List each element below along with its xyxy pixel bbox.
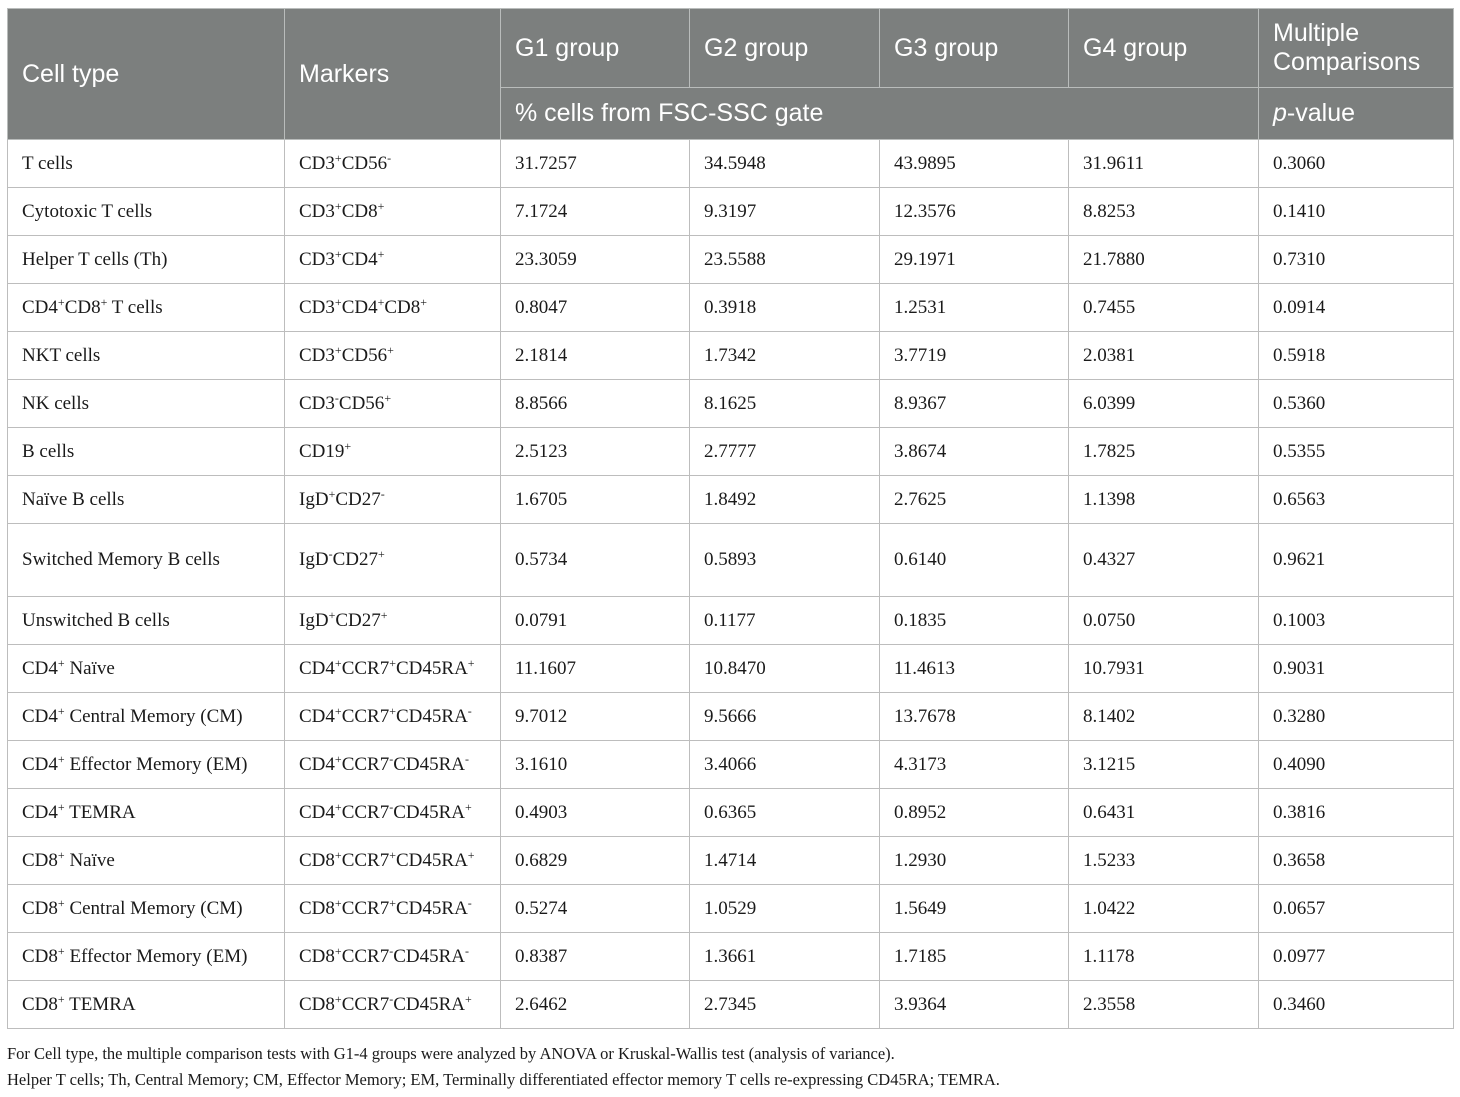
text-fragment: CCR7	[341, 993, 390, 1015]
superscript: +	[389, 847, 396, 862]
text-fragment: CD8	[299, 945, 335, 967]
table-row	[8, 284, 1454, 332]
table-row	[8, 476, 1454, 524]
text-fragment: T cells	[107, 296, 163, 318]
header-g1: G1 group	[501, 9, 690, 88]
text-fragment: CD45RA	[396, 849, 468, 871]
superscript: +	[420, 294, 428, 309]
value-g2: 2.7345	[690, 981, 880, 1029]
p-value: 0.6563	[1259, 476, 1454, 524]
cell-type	[8, 284, 285, 332]
value-g1: 0.0791	[501, 597, 690, 645]
text-fragment: CCR7	[341, 945, 390, 967]
p-value: 0.7310	[1259, 236, 1454, 284]
superscript: +	[57, 655, 65, 670]
text-fragment: CD4	[299, 657, 335, 679]
marker-cell	[285, 789, 501, 837]
value-g2: 0.6365	[690, 789, 880, 837]
text-fragment: CCR7	[341, 753, 390, 775]
marker-cell	[285, 188, 501, 236]
table-row	[8, 332, 1454, 380]
text-fragment: CD4	[22, 705, 58, 727]
table-row	[8, 380, 1454, 428]
p-value: 0.0977	[1259, 933, 1454, 981]
value-g4: 1.1178	[1069, 933, 1259, 981]
value-g3: 3.7719	[880, 332, 1069, 380]
superscript: -	[389, 751, 394, 766]
text-fragment: CD8	[299, 993, 335, 1015]
p-value: 0.4090	[1259, 741, 1454, 789]
marker-cell	[285, 693, 501, 741]
text-fragment: CD8	[299, 849, 335, 871]
value-g1: 8.8566	[501, 380, 690, 428]
text-fragment: CD8	[22, 945, 58, 967]
text-fragment: CD8	[299, 897, 335, 919]
value-g2: 1.7342	[690, 332, 880, 380]
value-g4: 1.5233	[1069, 837, 1259, 885]
superscript: +	[100, 294, 108, 309]
superscript: -	[387, 150, 392, 165]
superscript: +	[465, 991, 472, 1006]
superscript: -	[328, 547, 333, 561]
text-fragment: CD8	[341, 200, 378, 222]
superscript: -	[334, 390, 339, 405]
cell-type	[8, 476, 285, 524]
superscript: +	[328, 486, 336, 501]
superscript: -	[389, 991, 394, 1006]
cell-type	[8, 188, 285, 236]
text-fragment: CD45RA	[396, 705, 468, 727]
value-g2: 3.4066	[690, 741, 880, 789]
value-g2: 2.7777	[690, 428, 880, 476]
superscript: +	[377, 294, 385, 309]
text-fragment: CD27	[332, 549, 378, 570]
superscript: +	[57, 895, 65, 910]
value-g3: 1.5649	[880, 885, 1069, 933]
header-cell-type: Cell type	[8, 9, 285, 140]
superscript: +	[57, 751, 65, 766]
value-g4: 3.1215	[1069, 741, 1259, 789]
marker-cell	[285, 741, 501, 789]
text-fragment: CD8	[22, 897, 58, 919]
text-fragment: CD3	[299, 344, 335, 366]
marker-cell	[285, 284, 501, 332]
value-g1: 9.7012	[501, 693, 690, 741]
superscript: +	[334, 246, 342, 261]
text-fragment: CD8	[384, 296, 421, 318]
superscript: +	[334, 703, 342, 718]
text-fragment: Central Memory (CM)	[64, 705, 243, 727]
superscript: +	[57, 991, 65, 1006]
value-g4: 1.7825	[1069, 428, 1259, 476]
text-fragment: CCR7	[341, 897, 390, 919]
value-g1: 2.6462	[501, 981, 690, 1029]
value-g1: 0.8387	[501, 933, 690, 981]
value-g2: 23.5588	[690, 236, 880, 284]
superscript: +	[57, 799, 65, 814]
marker-cell	[285, 236, 501, 284]
text-fragment: NK cells	[22, 392, 90, 414]
superscript: +	[334, 895, 342, 910]
superscript: +	[334, 342, 342, 357]
text-fragment: CD45RA	[393, 753, 466, 775]
text-fragment: Unswitched B cells	[22, 609, 170, 631]
cell-type	[8, 693, 285, 741]
cell-type	[8, 236, 285, 284]
table-row	[8, 933, 1454, 981]
p-value: 0.5360	[1259, 380, 1454, 428]
marker-cell	[285, 933, 501, 981]
value-g4: 2.3558	[1069, 981, 1259, 1029]
text-fragment: CCR7	[341, 801, 390, 823]
text-fragment: CD27	[335, 609, 381, 631]
superscript: +	[334, 198, 342, 213]
value-g3: 1.2930	[880, 837, 1069, 885]
superscript: -	[465, 751, 470, 766]
marker-cell	[285, 380, 501, 428]
table-row	[8, 837, 1454, 885]
cell-type	[8, 837, 285, 885]
superscript: +	[334, 991, 342, 1006]
marker-cell	[285, 645, 501, 693]
p-value: 0.3280	[1259, 693, 1454, 741]
p-value: 0.3658	[1259, 837, 1454, 885]
value-g1: 0.4903	[501, 789, 690, 837]
text-fragment: CD4	[22, 801, 58, 823]
cell-type	[8, 524, 285, 597]
value-g4: 8.8253	[1069, 188, 1259, 236]
table-row	[8, 188, 1454, 236]
text-fragment: CD3	[299, 248, 335, 270]
cell-type	[8, 933, 285, 981]
text-fragment: CCR7	[341, 657, 390, 679]
p-letter: p	[1273, 99, 1287, 128]
superscript: +	[380, 607, 388, 622]
header-g4: G4 group	[1069, 9, 1259, 88]
value-g4: 6.0399	[1069, 380, 1259, 428]
p-value: 0.5355	[1259, 428, 1454, 476]
footnote-analysis: For Cell type, the multiple comparison tests with G1-4 groups were analyzed by ANOVA or Kruskal-Wallis test (analysis of variance).	[7, 1044, 895, 1063]
value-g4: 1.0422	[1069, 885, 1259, 933]
superscript: +	[389, 655, 396, 670]
superscript: +	[389, 895, 396, 910]
table-row	[8, 885, 1454, 933]
p-suffix: -value	[1286, 99, 1355, 128]
text-fragment: CD56	[341, 152, 388, 174]
table-row	[8, 597, 1454, 645]
p-value: 0.5918	[1259, 332, 1454, 380]
p-value: 0.1003	[1259, 597, 1454, 645]
text-fragment: CCR7	[341, 705, 390, 727]
text-fragment: Naïve	[64, 849, 115, 871]
value-g3: 3.8674	[880, 428, 1069, 476]
value-g3: 1.7185	[880, 933, 1069, 981]
text-fragment: CD45RA	[393, 945, 466, 967]
cell-type	[8, 428, 285, 476]
table-row	[8, 140, 1454, 188]
header-markers: Markers	[285, 9, 501, 140]
superscript: -	[389, 943, 394, 958]
text-fragment: Effector Memory (EM)	[64, 945, 248, 967]
text-fragment: T cells	[22, 152, 73, 174]
value-g4: 0.4327	[1069, 524, 1259, 597]
superscript: +	[334, 799, 342, 814]
value-g1: 0.8047	[501, 284, 690, 332]
superscript: +	[377, 547, 385, 561]
superscript: +	[57, 943, 65, 958]
marker-cell	[285, 885, 501, 933]
cell-type	[8, 597, 285, 645]
p-value: 0.9621	[1259, 524, 1454, 597]
value-g2: 1.8492	[690, 476, 880, 524]
value-g3: 4.3173	[880, 741, 1069, 789]
value-g4: 31.9611	[1069, 140, 1259, 188]
marker-cell	[285, 476, 501, 524]
value-g3: 43.9895	[880, 140, 1069, 188]
text-fragment: IgD	[299, 488, 329, 510]
text-fragment: B cells	[22, 440, 75, 462]
text-fragment: CD27	[335, 488, 381, 510]
value-g4: 0.6431	[1069, 789, 1259, 837]
text-fragment: Central Memory (CM)	[64, 897, 243, 919]
table-row	[8, 789, 1454, 837]
value-g2: 9.5666	[690, 693, 880, 741]
table-row	[8, 981, 1454, 1029]
text-fragment: CD45RA	[393, 801, 466, 823]
superscript: +	[334, 655, 342, 670]
superscript: +	[57, 703, 65, 718]
value-g3: 3.9364	[880, 981, 1069, 1029]
value-g1: 31.7257	[501, 140, 690, 188]
p-value: 0.0657	[1259, 885, 1454, 933]
text-fragment: CD4	[299, 753, 335, 775]
text-fragment: CD3	[299, 392, 335, 414]
superscript: +	[384, 390, 392, 405]
text-fragment: CD3	[299, 152, 335, 174]
value-g2: 10.8470	[690, 645, 880, 693]
text-fragment: Cytotoxic T cells	[22, 200, 153, 222]
superscript: +	[334, 943, 342, 958]
superscript: +	[387, 342, 394, 357]
value-g2: 1.4714	[690, 837, 880, 885]
value-g1: 2.1814	[501, 332, 690, 380]
value-g2: 34.5948	[690, 140, 880, 188]
value-g3: 2.7625	[880, 476, 1069, 524]
superscript: -	[380, 486, 385, 501]
text-fragment: CD45RA	[393, 993, 466, 1015]
value-g2: 8.1625	[690, 380, 880, 428]
value-g4: 0.7455	[1069, 284, 1259, 332]
value-g1: 2.5123	[501, 428, 690, 476]
value-g2: 0.3918	[690, 284, 880, 332]
value-g3: 0.6140	[880, 524, 1069, 597]
value-g3: 0.8952	[880, 789, 1069, 837]
p-value: 0.3460	[1259, 981, 1454, 1029]
value-g3: 0.1835	[880, 597, 1069, 645]
text-fragment: CD4	[299, 705, 335, 727]
table-row	[8, 236, 1454, 284]
text-fragment: CCR7	[341, 849, 390, 871]
value-g3: 13.7678	[880, 693, 1069, 741]
superscript: +	[334, 294, 342, 309]
text-fragment: Helper T cells (Th)	[22, 248, 168, 270]
cell-type	[8, 789, 285, 837]
value-g3: 11.4613	[880, 645, 1069, 693]
value-g3: 8.9367	[880, 380, 1069, 428]
header-percent-cells: % cells from FSC-SSC gate	[501, 88, 1259, 140]
text-fragment: IgD	[299, 549, 329, 570]
superscript: +	[467, 847, 475, 862]
superscript: +	[328, 607, 336, 622]
text-fragment: CD4	[341, 248, 378, 270]
value-g4: 8.1402	[1069, 693, 1259, 741]
value-g3: 12.3576	[880, 188, 1069, 236]
value-g4: 21.7880	[1069, 236, 1259, 284]
marker-cell	[285, 837, 501, 885]
superscript: +	[465, 799, 472, 814]
text-fragment: TEMRA	[64, 801, 136, 823]
header-multiple-comparisons: Multiple Comparisons	[1259, 9, 1454, 88]
value-g1: 0.5734	[501, 524, 690, 597]
value-g1: 0.5274	[501, 885, 690, 933]
value-g4: 0.0750	[1069, 597, 1259, 645]
header-p-value	[1259, 88, 1454, 140]
text-fragment: CD4	[341, 296, 378, 318]
value-g2: 1.3661	[690, 933, 880, 981]
cell-type	[8, 380, 285, 428]
cell-type	[8, 645, 285, 693]
header-g3: G3 group	[880, 9, 1069, 88]
text-fragment: Naïve	[64, 657, 115, 679]
p-value: 0.1410	[1259, 188, 1454, 236]
text-fragment: CD4	[299, 801, 335, 823]
superscript: -	[467, 703, 472, 718]
value-g4: 10.7931	[1069, 645, 1259, 693]
text-fragment: CD4	[22, 657, 58, 679]
text-fragment: IgD	[299, 609, 329, 631]
p-value: 0.9031	[1259, 645, 1454, 693]
value-g2: 1.0529	[690, 885, 880, 933]
marker-cell	[285, 597, 501, 645]
marker-cell	[285, 981, 501, 1029]
header-g2: G2 group	[690, 9, 880, 88]
superscript: +	[57, 847, 65, 862]
table-header	[8, 9, 1454, 140]
marker-cell	[285, 428, 501, 476]
table-row	[8, 524, 1454, 597]
footnote-abbreviations: Helper T cells; Th, Central Memory; CM, Effector Memory; EM, Terminally differentiated effector memory T cells re-expressing CD45RA; TEMRA.	[7, 1070, 1000, 1089]
text-fragment: Effector Memory (EM)	[64, 753, 248, 775]
cell-type	[8, 140, 285, 188]
superscript: +	[377, 198, 385, 213]
value-g1: 11.1607	[501, 645, 690, 693]
text-fragment: CD45RA	[396, 657, 468, 679]
superscript: +	[344, 438, 352, 453]
superscript: +	[334, 751, 342, 766]
cell-type	[8, 332, 285, 380]
text-fragment: CD56	[341, 344, 388, 366]
value-g2: 9.3197	[690, 188, 880, 236]
value-g3: 29.1971	[880, 236, 1069, 284]
value-g2: 0.5893	[690, 524, 880, 597]
superscript: -	[389, 799, 394, 814]
cell-type	[8, 885, 285, 933]
superscript: +	[467, 655, 475, 670]
cell-type	[8, 741, 285, 789]
text-fragment: CD45RA	[396, 897, 468, 919]
text-fragment: CD8	[22, 849, 58, 871]
value-g1: 0.6829	[501, 837, 690, 885]
value-g1: 23.3059	[501, 236, 690, 284]
value-g3: 1.2531	[880, 284, 1069, 332]
p-value: 0.0914	[1259, 284, 1454, 332]
table-row	[8, 645, 1454, 693]
superscript: +	[377, 246, 385, 261]
text-fragment: Naïve B cells	[22, 488, 125, 510]
text-fragment: CD4	[22, 753, 58, 775]
text-fragment: CD8	[22, 993, 58, 1015]
value-g1: 3.1610	[501, 741, 690, 789]
value-g1: 1.6705	[501, 476, 690, 524]
superscript: -	[465, 943, 470, 958]
table-body	[8, 140, 1454, 1029]
marker-cell	[285, 140, 501, 188]
text-fragment: CD8	[64, 296, 101, 318]
table-row	[8, 741, 1454, 789]
text-fragment: CD56	[338, 392, 385, 414]
p-value: 0.3060	[1259, 140, 1454, 188]
superscript: +	[334, 847, 342, 862]
value-g4: 1.1398	[1069, 476, 1259, 524]
cell-type	[8, 981, 285, 1029]
value-g1: 7.1724	[501, 188, 690, 236]
text-fragment: NKT cells	[22, 344, 101, 366]
text-fragment: TEMRA	[64, 993, 136, 1015]
text-fragment: CD3	[299, 296, 335, 318]
superscript: +	[389, 703, 396, 718]
text-fragment: CD4	[22, 296, 58, 318]
marker-cell	[285, 524, 501, 597]
superscript: -	[467, 895, 472, 910]
p-value: 0.3816	[1259, 789, 1454, 837]
text-fragment: CD3	[299, 200, 335, 222]
superscript: +	[57, 294, 65, 309]
table-row	[8, 428, 1454, 476]
marker-cell	[285, 332, 501, 380]
superscript: +	[334, 150, 342, 165]
value-g4: 2.0381	[1069, 332, 1259, 380]
text-fragment: CD19	[299, 440, 345, 462]
data-table	[7, 8, 1454, 1029]
text-fragment: Switched Memory B cells	[22, 549, 220, 570]
table-row	[8, 693, 1454, 741]
value-g2: 0.1177	[690, 597, 880, 645]
